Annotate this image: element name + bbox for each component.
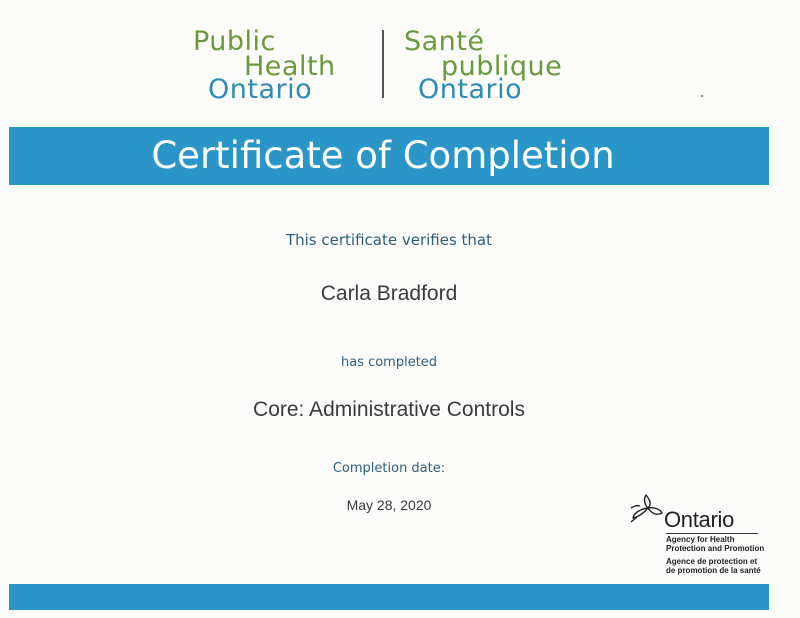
has-completed-text: has completed (340, 355, 438, 370)
ontario-agency-logo (628, 491, 768, 581)
ontario-wordmark: Ontario (664, 507, 735, 532)
bottom-bar (9, 584, 769, 610)
agency-name-fr (666, 557, 761, 575)
logo-divider (382, 30, 384, 98)
logo-en-line1: Public (193, 26, 276, 57)
logo-fr-line1: Santé (404, 26, 485, 57)
agency-en-line2: Protection and Promotion (666, 544, 765, 553)
agency-fr-line1: Agence de protection et (666, 557, 758, 566)
recipient-name: Carla Bradford (320, 282, 458, 305)
agency-fr-line2: de promotion de la santé (666, 566, 761, 575)
completion-date-label: Completion date: (332, 461, 446, 476)
logo-en-line2: Health (244, 51, 336, 82)
logo-fr-line3: Ontario (418, 74, 523, 105)
logo-fr-line2: publique (441, 51, 563, 82)
course-name: Core: Administrative Controls (253, 398, 525, 421)
agency-en-line1: Agency for Health (666, 535, 735, 544)
certificate-title: Certificate of Completion (151, 134, 615, 177)
scan-speck (701, 95, 703, 97)
logo-en-line3: Ontario (208, 74, 313, 105)
trillium-icon (628, 491, 664, 525)
ontario-logo-rule (666, 533, 758, 534)
completion-date-value: May 28, 2020 (346, 497, 432, 513)
verify-text: This certificate verifies that (285, 231, 493, 249)
title-banner (9, 127, 769, 185)
agency-name-en (666, 535, 764, 553)
